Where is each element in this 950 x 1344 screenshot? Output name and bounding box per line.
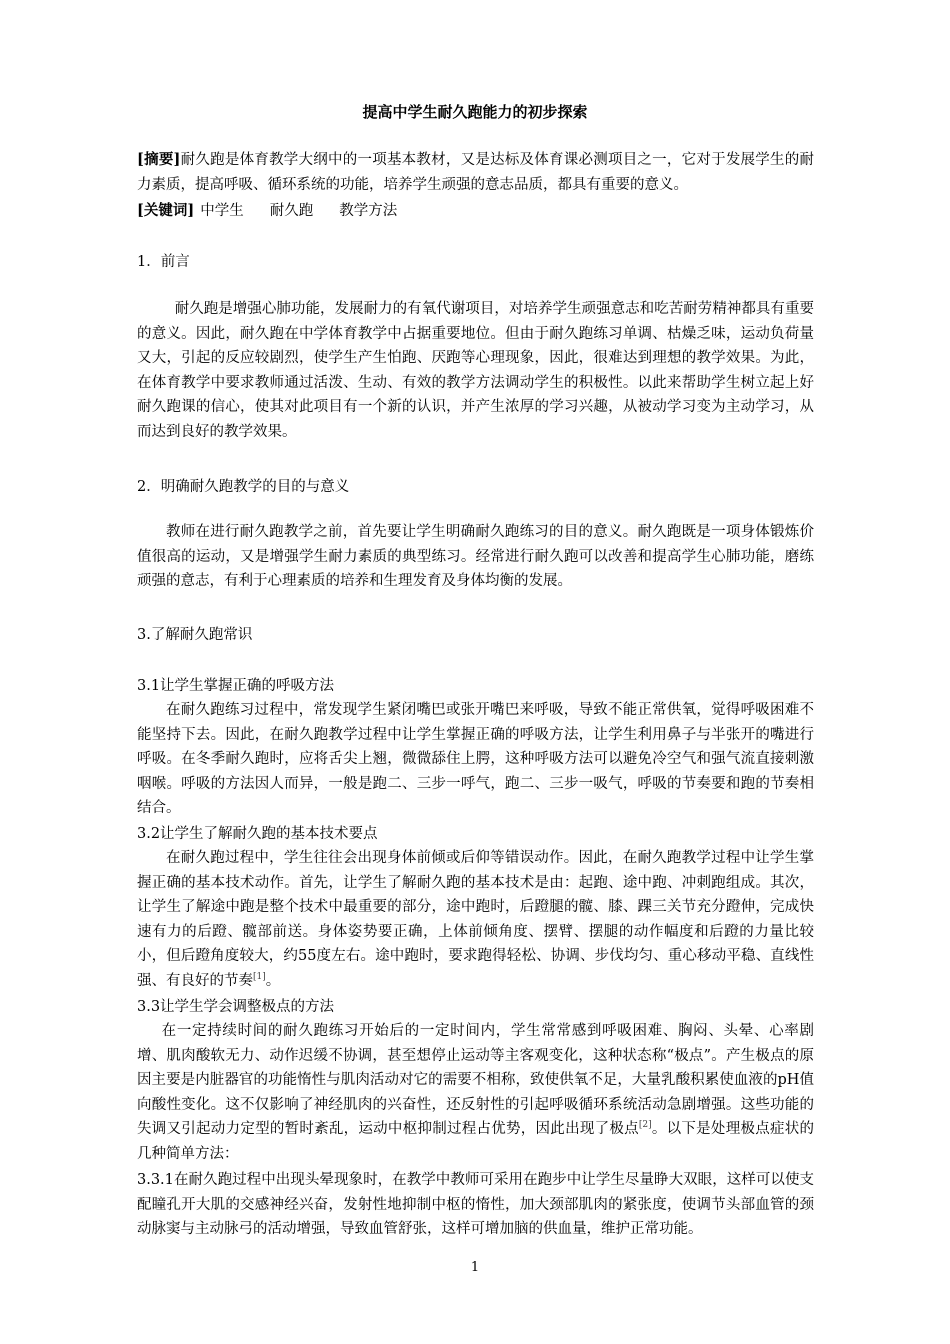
subsection-heading: 3.1让学生掌握正确的呼吸方法	[137, 678, 335, 694]
paragraph-text: 在一定持续时间的耐久跑练习开始后的一定时间内，学生常常感到呼吸困难、胸闷、头晕、心率剧增、肌肉酸软无力、动作迟缓不协调，甚至想停止运动等主客观变化，这种状态称“极点”。产生极点的原因主要是内脏器官的功能惰性与肌肉活动对它的需要不相称，致使供氧不足，大量乳酸积累使血液的pH值向酸性变化。这不仅影响了神经肌肉的兴奋性，还反射性的引起呼吸循环系统活动急剧增强。这些功能的失调又引起动力定型的暂时紊乱，运动中枢抑制过程占优势，因此出现了极点	[137, 1023, 814, 1138]
paragraph-text: 在耐久跑过程中，学生往往会出现身体前倾或后仰等错误动作。因此，在耐久跑教学过程中让学生掌握正确的基本技术动作。首先，让学生了解耐久跑的基本技术是由：起跑、途中跑、冲刺跑组成。其次，让学生了解途中跑是整个技术中最重要的部分，途中跑时，后蹬腿的髋、膝、踝三关节充分蹬伸，完成快速有力的后蹬、髋部前送。身体姿势要正确，上体前倾角度、摆臂、摆腿的动作幅度和后蹬的力量比较小，但后蹬角度较大，约55度左右。途中跑时，要求跑得轻松、协调、步伐均匀、重心移动平稳、直线性强、有良好的节奏	[137, 850, 814, 989]
keywords-label: [关键词]	[137, 202, 195, 219]
subsection-heading: 3.2让学生了解耐久跑的基本技术要点	[137, 826, 378, 842]
paragraph-text: 。	[265, 972, 281, 989]
section-paragraph	[137, 1019, 814, 1167]
keyword-item: 中学生	[200, 203, 244, 219]
section-paragraph: 在耐久跑练习过程中，常发现学生紧闭嘴巴或张开嘴巴来呼吸，导致不能正常供氧，觉得呼吸困难不能坚持下去。因此，在耐久跑教学过程中让学生掌握正确的呼吸方法，让学生利用鼻子与半张开的嘴进行呼吸。在冬季耐久跑时，应将舌尖上翘，微微舔住上腭，这种呼吸方法可以避免冷空气和强气流直接刺激咽喉。呼吸的方法因人而异，一般是跑二、三步一呼气，跑二、三步一吸气，呼吸的节奏要和跑的节奏相结合。	[137, 702, 814, 817]
citation-ref: [1]	[253, 972, 266, 983]
section-paragraph: 教师在进行耐久跑教学之前，首先要让学生明确耐久跑练习的目的意义。耐久跑既是一项身体锻炼价值很高的运动，又是增强学生耐力素质的典型练习。经常进行耐久跑可以改善和提高学生心肺功能，磨练顽强的意志，有利于心理素质的培养和生理发育及身体均衡的发展。	[137, 524, 814, 590]
section-paragraph: 3.3.1在耐久跑过程中出现头晕现象时，在教学中教师可采用在跑步中让学生尽量睁大双眼，这样可以使支配瞳孔开大肌的交感神经兴奋，发射性地抑制中枢的惰性，加大颈部肌肉的紧张度，使调节头部血管的颈动脉窦与主动脉弓的活动增强，导致血管舒张，这样可增加脑的供血量，维护正常功能。	[137, 1172, 814, 1238]
section-heading: 3.了解耐久跑常识	[137, 627, 253, 643]
section-heading: 2．明确耐久跑教学的目的与意义	[137, 479, 350, 495]
section-heading: 1．前言	[137, 254, 190, 270]
abstract-text: 耐久跑是体育教学大纲中的一项基本教材，又是达标及体育课必测项目之一，它对于发展学生的耐力素质，提高呼吸、循环系统的功能，培养学生顽强的意志品质，都具有重要的意义。	[137, 152, 814, 193]
paragraph-text: 。以下是处理极点症状的几种简单方法：	[137, 1121, 814, 1162]
subsection-heading: 3.3让学生学会调整极点的方法	[137, 999, 335, 1015]
keyword-item: 教学方法	[339, 203, 398, 219]
keyword-item: 耐久跑	[269, 203, 314, 219]
section-paragraph	[137, 846, 814, 994]
abstract	[137, 148, 814, 197]
abstract-label: [摘要]	[137, 151, 181, 168]
keywords	[137, 199, 814, 224]
section-paragraph: 耐久跑是增强心肺功能，发展耐力的有氧代谢项目，对培养学生顽强意志和吃苦耐劳精神都具有重要的意义。因此，耐久跑在中学体育教学中占据重要地位。但由于耐久跑练习单调、枯燥乏味，运动负荷量又大，引起的反应较剧烈，使学生产生怕跑、厌跑等心理现象，因此，很难达到理想的教学效果。为此，在体育教学中要求教师通过活泼、生动、有效的教学方法调动学生的积极性。以此来帮助学生树立起上好耐久跑课的信心，使其对此项目有一个新的认识，并产生浓厚的学习兴趣，从被动学习变为主动学习，从而达到良好的教学效果。	[137, 301, 814, 440]
citation-ref: [2]	[638, 1120, 652, 1131]
page-number: 1	[470, 1260, 480, 1275]
paper-title: 提高中学生耐久跑能力的初步探索	[362, 103, 588, 121]
